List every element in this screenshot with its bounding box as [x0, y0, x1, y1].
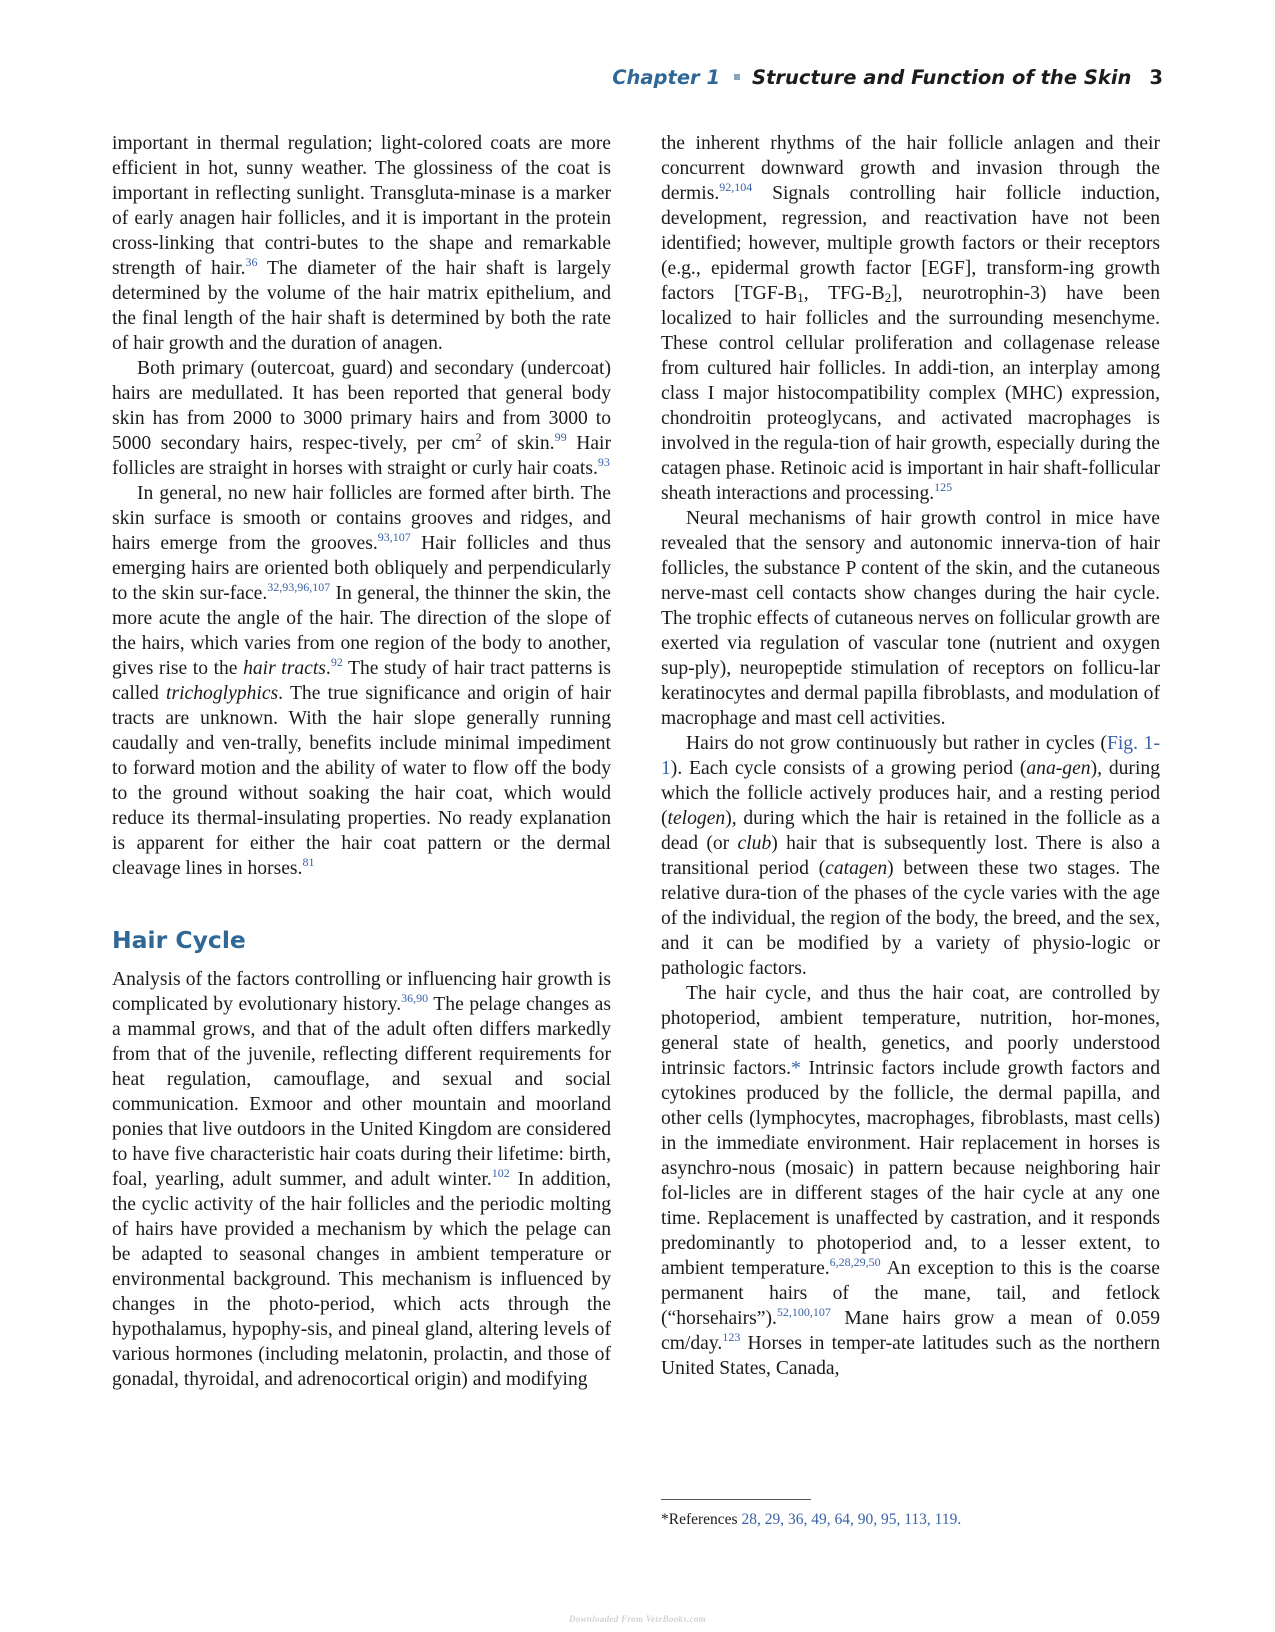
watermark: Downloaded From VeteBooks.com — [569, 1614, 706, 1624]
reference-link[interactable]: 123 — [722, 1330, 741, 1344]
footnote-divider — [661, 1499, 811, 1500]
text-run: ], neurotrophin-3) have been localized to hair follicles and the surrounding mesenchyme. These control cellular proliferation and collagenase release from cultured hair follicles. In addi-tion, an interplay among class I major histocompatibility complex (MHC) expression, chondroitin proteoglycans, and activated macrophages is involved in the regula-tion of hair growth, especially during the catagen phase. Retinoic acid is important in hair shaft-follicular sheath interactions and processing. — [661, 283, 1161, 504]
text-run: In addition, the cyclic activity of the hair follicles and the periodic molting of hairs have provided a mechanism by which the pelage can be adapted to seasonal changes in ambient temperature or environmental background. This mechanism is influenced by changes in the photo-period, which acts through the hypothalamus, hypophy-sis, and pineal gland, altering levels of various hormones (including melatonin, prolactin, and those of gonadal, thyroidal, and adrenocortical origin) and modifying — [112, 1169, 612, 1390]
reference-link[interactable]: 93,107 — [377, 530, 411, 544]
paragraph — [112, 356, 611, 481]
subscript: 2 — [884, 290, 892, 305]
paragraph — [661, 506, 1160, 731]
footnote — [661, 1510, 961, 1530]
paragraph — [112, 131, 611, 356]
text-run: , TFG-B — [803, 283, 885, 304]
text-run: Signals controlling hair follicle induction, development, regression, and reactivation have not been identified; however, multiple growth factors or their receptors (e.g., epidermal growth factor [EGF], transform-ing growth factors [TGF-B — [661, 183, 1160, 304]
paragraph — [112, 481, 611, 881]
text-run: Hairs do not grow continuously but rather in cycles ( — [686, 733, 1107, 754]
reference-link[interactable]: 81 — [302, 855, 315, 869]
text-run: In general, the thinner the skin, the more acute the angle of the hair. The direction of the slope of the hairs, which varies from one region of the body to another, gives rise to the — [112, 583, 611, 679]
text-run: . The true significance and origin of hair tracts are unknown. With the hair slope generally running caudally and ven-trally, benefits include minimal impediment to forward motion and the ability of water to flow off the body to the ground without soaking the hair coat, which would reduce its thermal-insulating properties. No ready explanation is apparent for either the hair coat pattern or the dermal cleavage lines in horses. — [112, 683, 611, 879]
reference-link[interactable]: 32,93,96,107 — [267, 580, 331, 594]
reference-link[interactable]: 36 — [245, 255, 258, 269]
text-run: Hair follicles and thus emerging hairs are oriented both obliquely and perpendicularly to the skin sur-face. — [112, 533, 612, 604]
text-run: The pelage changes as a mammal grows, and that of the adult often differs markedly from that of the juvenile, reflecting different requirements for heat regulation, camouflage, and sexual and social communication. Exmoor and other mountain and moorland ponies that live outdoors in the United Kingdom are considered to have five characteristic hair coats during their lifetime: birth, foal, yearling, adult summer, and adult winter. — [112, 994, 611, 1190]
text-run: Both primary (outercoat, guard) and secondary (undercoat) hairs are medullated. It has been reported that general body skin has from 2000 to 3000 primary hairs and from 3000 to 5000 secondary hairs, respec-tively, per cm — [112, 358, 611, 454]
text-run: ) between these two stages. The relative dura-tion of the phases of the cycle varies with the age of the individual, the region of the body, the breed, and the sex, and it can be modified by a variety of physio-logic or pathologic factors. — [661, 858, 1161, 979]
text-run: ). Each cycle consists of a growing period ( — [670, 758, 1027, 779]
reference-link[interactable]: 93 — [597, 455, 610, 469]
reference-link[interactable]: 52,100,107 — [776, 1305, 831, 1319]
chapter-title: Structure and Function of the Skin — [752, 66, 1132, 89]
text-run: Neural mechanisms of hair growth control in mice have revealed that the sensory and autonomic innerva-tion of hair follicles, the substance P content of the skin, and the cutaneous nerve-mast cell contacts show changes during the hair cycle. The trophic effects of cutaneous nerves on follicular growth are exerted via regulation of vascular tone (nutrient and oxygen sup-ply), neuropeptide stimulation of receptors on follicu-lar keratinocytes and dermal papilla fibroblasts, and modulation of macrophage and mast cell activities. — [661, 508, 1160, 729]
text-run: ), during which the hair is retained in the follicle as a dead (or — [661, 808, 1160, 854]
text-run: ), during which the follicle actively produces hair, and a resting period ( — [661, 758, 1160, 829]
reference-link[interactable]: 92 — [330, 655, 343, 669]
paragraph — [112, 967, 611, 1392]
paragraph — [661, 131, 1160, 506]
running-header — [612, 66, 1163, 89]
page-number: 3 — [1149, 66, 1163, 89]
emphasis: telogen — [667, 808, 726, 829]
footnote-link[interactable]: * — [791, 1058, 801, 1079]
text-run: Hair follicles are straight in horses with straight or curly hair coats. — [112, 433, 612, 479]
section-heading: Hair Cycle — [112, 926, 246, 954]
footnote-label: *References — [661, 1511, 742, 1528]
emphasis: catagen — [825, 858, 888, 879]
text-run: Horses in temper-ate latitudes such as the northern United States, Canada, — [661, 1333, 1160, 1379]
subscript: 1 — [797, 290, 804, 305]
separator-square-icon — [734, 74, 740, 80]
figure-link[interactable]: Fig. 1-1 — [661, 733, 1160, 779]
emphasis: hair tracts — [243, 658, 326, 679]
left-column — [112, 131, 611, 1392]
text-run: of skin. — [481, 433, 555, 454]
text-run: Mane hairs grow a mean of 0.059 cm/day. — [661, 1308, 1160, 1354]
reference-link[interactable]: 36,90 — [401, 991, 429, 1005]
text-run: the inherent rhythms of the hair follicle anlagen and their concurrent downward growth and invasion through the dermis. — [661, 133, 1160, 204]
reference-link[interactable]: 125 — [934, 480, 953, 494]
footnote-references[interactable]: 28, 29, 36, 49, 64, 90, 95, 113, 119. — [741, 1511, 962, 1528]
text-run: In general, no new hair follicles are formed after birth. The skin surface is smooth or contains grooves and ridges, and hairs emerge from the grooves. — [112, 483, 611, 554]
text-run: . — [325, 658, 331, 679]
reference-link[interactable]: 6,28,29,50 — [829, 1255, 881, 1269]
emphasis: trichoglyphics — [166, 683, 279, 704]
emphasis: ana-gen — [1026, 758, 1091, 779]
text-run: The hair cycle, and thus the hair coat, are controlled by photoperiod, ambient temperature, nutrition, hor-mones, general state of health, genetics, and poorly understood intrinsic factors. — [661, 983, 1160, 1079]
paragraph — [661, 981, 1160, 1381]
reference-link[interactable]: 99 — [554, 430, 567, 444]
text-run: Intrinsic factors include growth factors and cytokines produced by the follicle, the dermal papilla, and other cells (lymphocytes, macrophages, fibroblasts, mast cells) in the immediate environment. Hair replacement in horses is asynchro-nous (mosaic) in pattern because neighboring hair fol-licles are in different stages of the hair cycle at any one time. Replacement is unaffected by castration, and it responds predominantly to photoperiod and, to a lesser extent, to ambient temperature. — [661, 1058, 1161, 1279]
text-run: The study of hair tract patterns is called — [112, 658, 611, 704]
text-run: important in thermal regulation; light-colored coats are more efficient in hot, sunny weather. The glossiness of the coat is important in reflecting sunlight. Transgluta-minase is a marker of early anagen hair follicles, and it is important in the protein cross-linking that contri-butes to the shape and remarkable strength of hair. — [112, 133, 611, 279]
paragraph — [661, 731, 1160, 981]
superscript: 2 — [475, 430, 482, 444]
chapter-label: Chapter 1 — [612, 66, 721, 89]
emphasis: club — [737, 833, 772, 854]
text-run: ) hair that is subsequently lost. There is also a transitional period ( — [661, 833, 1160, 879]
text-run: Analysis of the factors controlling or influencing hair growth is complicated by evolutionary history. — [112, 969, 611, 1015]
reference-link[interactable]: 102 — [491, 1166, 510, 1180]
right-column — [661, 131, 1160, 1381]
reference-link[interactable]: 92,104 — [719, 180, 753, 194]
text-run: The diameter of the hair shaft is largely determined by the volume of the hair matrix epithelium, and the final length of the hair shaft is determined by both the rate of hair growth and the duration of anagen. — [112, 258, 611, 354]
text-run: An exception to this is the coarse permanent hairs of the mane, tail, and fetlock (“horsehairs”). — [661, 1258, 1160, 1329]
